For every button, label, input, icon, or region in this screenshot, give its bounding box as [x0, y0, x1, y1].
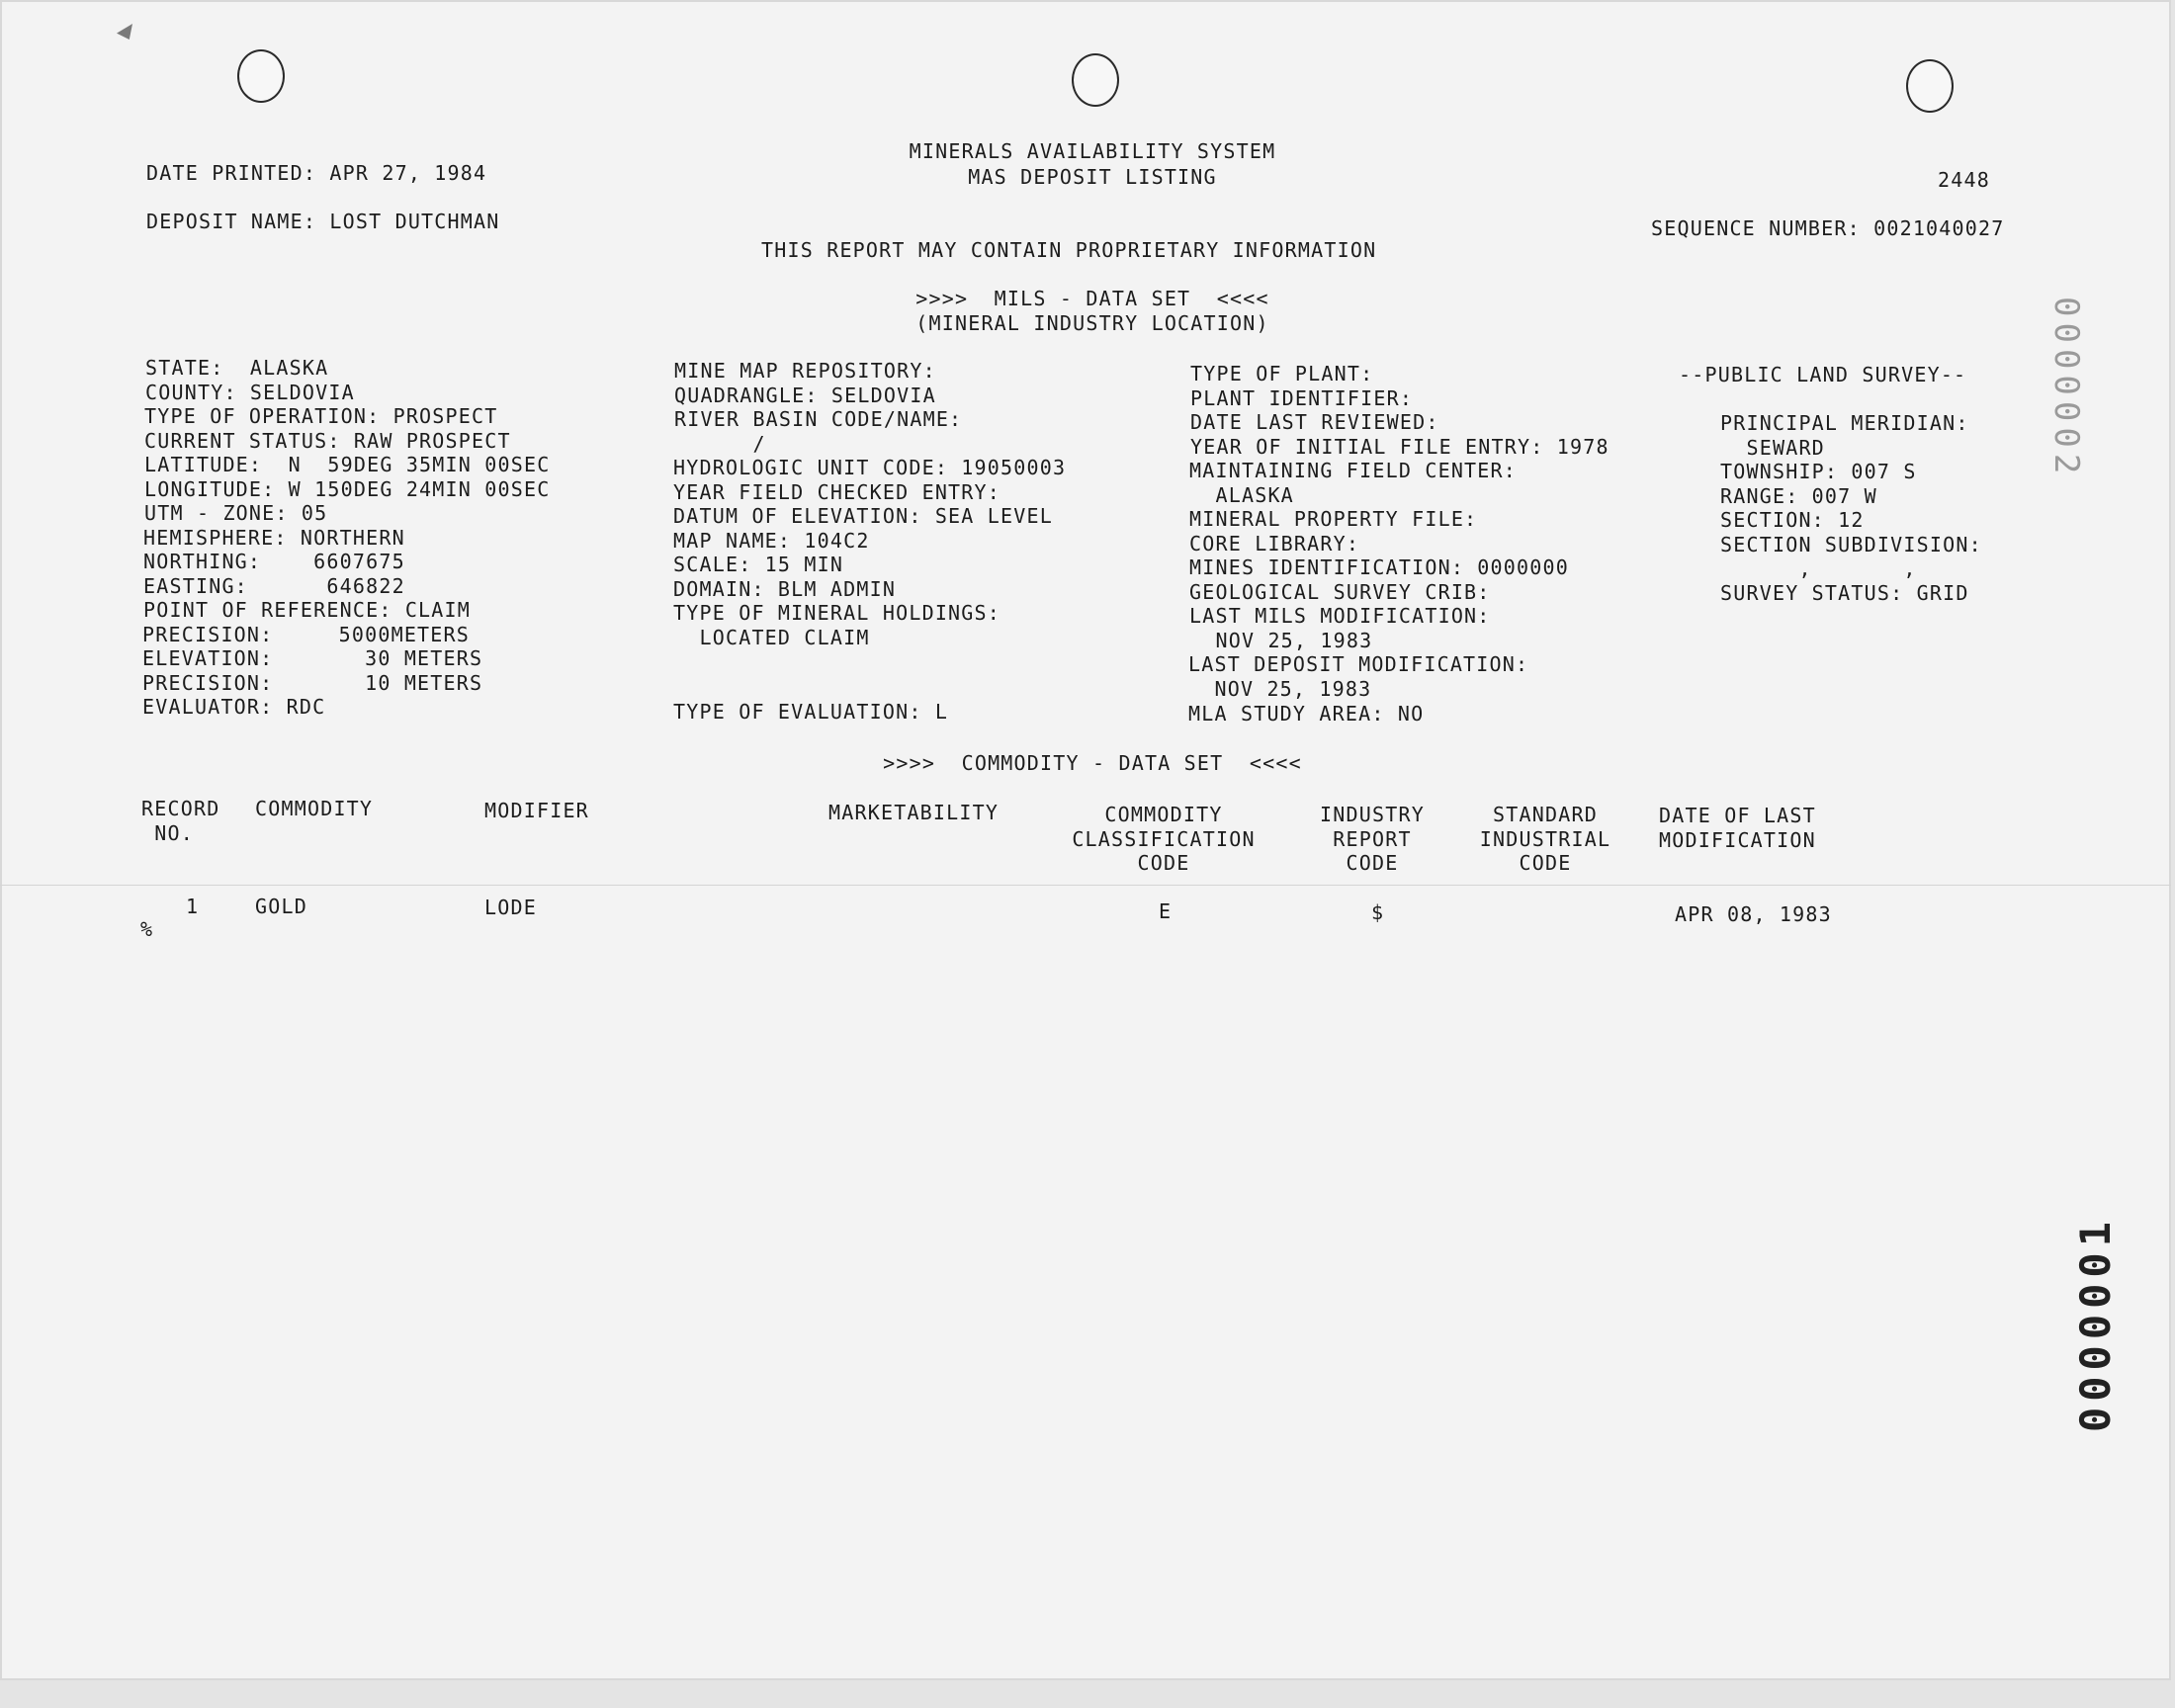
location-column: COUNTY: SELDOVIA [145, 380, 355, 404]
header-classification-code: COMMODITY CLASSIFICATION CODE [1072, 803, 1256, 875]
table-row-industry-code: $ [1371, 900, 1385, 924]
binder-hole-left [237, 49, 285, 103]
location-column: LONGITUDE: W 150DEG 24MIN 00SEC [144, 476, 551, 501]
date-printed: DATE PRINTED: APR 27, 1984 [146, 161, 487, 185]
map-column: LOCATED CLAIM [673, 625, 870, 649]
land-survey-column: SURVEY STATUS: GRID [1720, 580, 1969, 605]
map-column: TYPE OF MINERAL HOLDINGS: [673, 601, 1001, 625]
location-column: POINT OF REFERENCE: CLAIM [143, 598, 472, 622]
plant-column: TYPE OF PLANT: [1190, 362, 1374, 385]
map-column: DATUM OF ELEVATION: SEA LEVEL [673, 504, 1053, 528]
plant-column: NOV 25, 1983 [1188, 676, 1372, 701]
land-survey-column: , , [1720, 556, 1917, 580]
deposit-name: DEPOSIT NAME: LOST DUTCHMAN [146, 210, 500, 233]
plant-column: LAST MILS MODIFICATION: [1189, 604, 1491, 628]
land-survey-column: SECTION SUBDIVISION: [1720, 532, 1982, 556]
land-survey-column: --PUBLIC LAND SURVEY-- [1679, 363, 1967, 386]
map-column: YEAR FIELD CHECKED ENTRY: [673, 479, 1001, 504]
table-row-commodity: GOLD [255, 895, 307, 918]
table-row-record: 1 [186, 895, 200, 918]
land-survey-column: RANGE: 007 W [1720, 483, 1877, 508]
table-row-date: APR 08, 1983 [1675, 902, 1832, 926]
plant-column: LAST DEPOSIT MODIFICATION: [1188, 652, 1529, 676]
plant-column: GEOLOGICAL SURVEY CRIB: [1189, 579, 1491, 604]
plant-column: MLA STUDY AREA: NO [1188, 702, 1425, 726]
system-title: MINERALS AVAILABILITY SYSTEM [909, 139, 1276, 163]
fold-line [0, 885, 2171, 886]
header-industry-report-code: INDUSTRY REPORT CODE [1320, 803, 1425, 875]
page-stamp-bottom: 0000001 [2071, 1216, 2120, 1433]
plant-column: DATE LAST REVIEWED: [1190, 410, 1439, 434]
location-column: HEMISPHERE: NORTHERN [143, 525, 405, 550]
land-survey-column: SEWARD [1720, 435, 1825, 460]
header-marketability: MARKETABILITY [828, 801, 1000, 824]
listing-title: MAS DEPOSIT LISTING [968, 165, 1217, 189]
land-survey-column: PRINCIPAL MERIDIAN: [1720, 411, 1969, 435]
map-column: MAP NAME: 104C2 [673, 528, 870, 553]
location-column: PRECISION: 10 METERS [142, 670, 483, 695]
proprietary-notice: THIS REPORT MAY CONTAIN PROPRIETARY INFORMATION [761, 238, 1377, 262]
map-column: QUADRANGLE: SELDOVIA [674, 383, 936, 407]
location-column: UTM - ZONE: 05 [144, 501, 328, 525]
binder-hole-center [1072, 53, 1119, 107]
plant-column: YEAR OF INITIAL FILE ENTRY: 1978 [1190, 434, 1610, 459]
header-modifier: MODIFIER [484, 799, 589, 822]
map-column: SCALE: 15 MIN [673, 553, 844, 576]
table-row-classification: E [1159, 899, 1173, 923]
commodity-heading: >>>> COMMODITY - DATA SET <<<< [883, 751, 1302, 775]
corner-mark [117, 24, 132, 40]
location-column: PRECISION: 5000METERS [142, 622, 471, 646]
location-column: EVALUATOR: RDC [142, 695, 326, 719]
page-number: 2448 [1938, 168, 1990, 192]
map-column: RIVER BASIN CODE/NAME: [674, 407, 963, 431]
mils-heading: >>>> MILS - DATA SET <<<< [915, 287, 1269, 310]
map-column: HYDROLOGIC UNIT CODE: 19050003 [673, 456, 1067, 479]
map-column: MINE MAP REPOSITORY: [674, 359, 936, 383]
plant-column: PLANT IDENTIFIER: [1190, 385, 1414, 410]
sequence-number: SEQUENCE NUMBER: 0021040027 [1651, 216, 2005, 240]
plant-column: MINERAL PROPERTY FILE: [1189, 507, 1478, 531]
table-row-modifier: LODE [484, 896, 537, 919]
land-survey-column: SECTION: 12 [1720, 508, 1865, 532]
page-stamp-top: 0000002 [2046, 297, 2086, 480]
plant-column: CORE LIBRARY: [1189, 531, 1360, 555]
percent-mark: % [140, 917, 154, 941]
location-column: NORTHING: 6607675 [143, 550, 405, 573]
plant-column: ALASKA [1189, 482, 1294, 507]
binder-hole-right [1906, 59, 1954, 113]
plant-column: MAINTAINING FIELD CENTER: [1189, 459, 1518, 482]
header-commodity: COMMODITY [255, 797, 374, 820]
mils-subheading: (MINERAL INDUSTRY LOCATION) [915, 311, 1269, 335]
header-date-of-last-modification: DATE OF LAST MODIFICATION [1659, 804, 1816, 852]
plant-column: NOV 25, 1983 [1189, 628, 1373, 652]
location-column: ELEVATION: 30 METERS [142, 646, 483, 670]
map-column: DOMAIN: BLM ADMIN [673, 576, 897, 601]
location-column: LATITUDE: N 59DEG 35MIN 00SEC [144, 453, 551, 476]
header-standard-industrial-code: STANDARD INDUSTRIAL CODE [1479, 803, 1611, 875]
map-column: / [674, 431, 766, 456]
location-column: STATE: ALASKA [145, 356, 329, 380]
location-column: TYPE OF OPERATION: PROSPECT [144, 404, 498, 428]
location-column: CURRENT STATUS: RAW PROSPECT [144, 428, 511, 453]
land-survey-column: TOWNSHIP: 007 S [1720, 460, 1917, 483]
location-column: EASTING: 646822 [143, 573, 405, 598]
header-record-no: RECORD NO. [141, 797, 220, 845]
plant-column: MINES IDENTIFICATION: 0000000 [1189, 555, 1569, 579]
map-column: TYPE OF EVALUATION: L [673, 700, 949, 724]
